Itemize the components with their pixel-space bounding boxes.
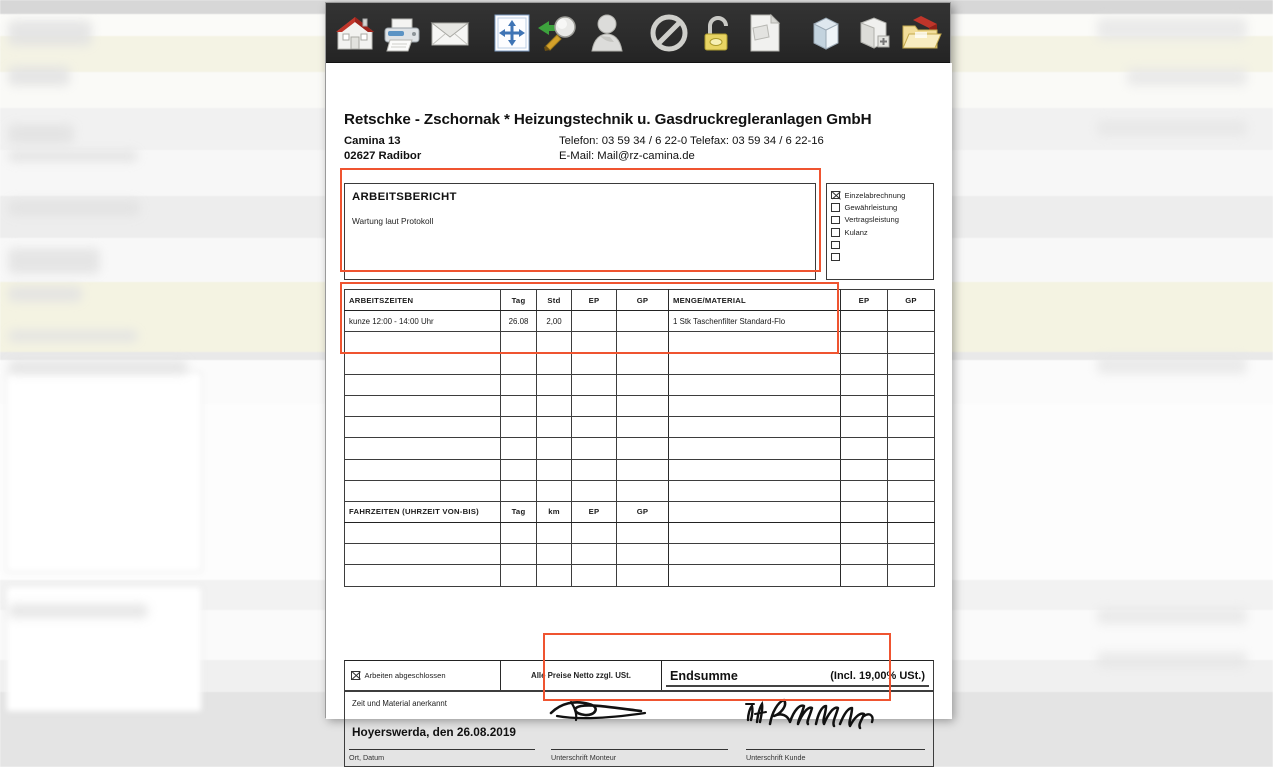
table-row[interactable] — [345, 374, 935, 395]
cell-std[interactable] — [537, 480, 572, 501]
cell-std[interactable] — [537, 332, 572, 353]
background-blob — [1097, 120, 1247, 136]
envelope-icon[interactable] — [427, 8, 472, 58]
billing-option-label: Kulanz — [844, 227, 868, 237]
cell-material[interactable] — [669, 332, 841, 353]
signature-block — [344, 691, 934, 767]
background-blob — [8, 150, 138, 162]
col-header-km[interactable]: km — [537, 501, 572, 522]
toolbar — [326, 3, 950, 63]
open-folder-icon[interactable] — [899, 8, 944, 58]
cell-ep[interactable] — [572, 374, 617, 395]
cell-ep2[interactable] — [841, 544, 888, 565]
vat-note: (Incl. 19,00% USt.) — [830, 669, 925, 682]
cell-description[interactable] — [345, 374, 501, 395]
table-row[interactable] — [345, 565, 935, 586]
cell-km[interactable] — [537, 565, 572, 586]
paper-sheet — [326, 63, 952, 762]
cell-gp[interactable] — [617, 523, 669, 544]
customer-signature-line — [746, 749, 925, 750]
cell-ep2[interactable] — [841, 395, 888, 416]
cell-gp[interactable] — [617, 459, 669, 480]
cell-std[interactable] — [537, 438, 572, 459]
col-header-tag-travel[interactable]: Tag — [501, 501, 537, 522]
cell-gp2[interactable] — [888, 480, 935, 501]
table-row[interactable] — [345, 395, 935, 416]
cell-tag[interactable]: 26.08 — [501, 311, 537, 332]
cell-material[interactable] — [669, 374, 841, 395]
cell-std[interactable] — [537, 395, 572, 416]
cell-description[interactable] — [345, 480, 501, 501]
cell-description[interactable] — [345, 523, 501, 544]
background-blob — [8, 200, 140, 216]
background-blob — [1097, 652, 1247, 668]
table-row[interactable] — [345, 332, 935, 353]
cell-gp2[interactable] — [888, 332, 935, 353]
table-row[interactable] — [345, 459, 935, 480]
table-row[interactable] — [345, 544, 935, 565]
cell-gp2[interactable] — [888, 459, 935, 480]
place-date-column — [345, 692, 545, 766]
cell-ep2[interactable] — [841, 417, 888, 438]
cell-gp[interactable] — [617, 332, 669, 353]
cell-std[interactable]: 2,00 — [537, 311, 572, 332]
cell-gp2[interactable] — [888, 395, 935, 416]
company-phone: Telefon: 03 59 34 / 6 22-0 Telefax: 03 59 34 / 6 22-16 — [559, 135, 824, 147]
printer-icon[interactable] — [379, 8, 424, 58]
billing-option-checkbox[interactable] — [831, 228, 840, 237]
cell-ep[interactable] — [572, 332, 617, 353]
works-completed-checkbox[interactable] — [351, 671, 360, 680]
background-blob — [1127, 68, 1247, 86]
cell-tag[interactable] — [501, 544, 537, 565]
cell-gp[interactable] — [617, 480, 669, 501]
box-add-icon[interactable] — [851, 8, 896, 58]
letterhead — [344, 111, 934, 164]
background-panel — [6, 372, 202, 572]
background-blob — [8, 66, 70, 86]
cell-gp2[interactable] — [888, 523, 935, 544]
cell-ep2[interactable] — [841, 332, 888, 353]
cell-material-travel[interactable] — [669, 501, 841, 522]
col-header-gp2[interactable]: GP — [888, 290, 935, 311]
cell-gp2[interactable] — [888, 374, 935, 395]
cell-description[interactable] — [345, 544, 501, 565]
work-report-box[interactable] — [344, 183, 816, 280]
cell-ep[interactable] — [572, 353, 617, 374]
cell-description[interactable] — [345, 332, 501, 353]
cell-ep2-travel[interactable] — [841, 501, 888, 522]
background-blob — [1097, 608, 1247, 624]
cell-ep2[interactable] — [841, 565, 888, 586]
total-label: Endsumme — [670, 668, 738, 683]
table-row[interactable] — [345, 438, 935, 459]
work-report-heading: ARBEITSBERICHT — [352, 191, 457, 203]
acknowledgement-text: Zeit und Material anerkannt — [352, 699, 447, 708]
background-blob — [1097, 356, 1247, 374]
cell-description[interactable] — [345, 417, 501, 438]
place-date-value: Hoyerswerda, den 26.08.2019 — [352, 725, 516, 739]
customer-signature-icon — [740, 696, 890, 732]
table-row[interactable] — [345, 523, 935, 544]
works-completed-label: Arbeiten abgeschlossen — [364, 671, 446, 680]
cell-ep[interactable] — [572, 523, 617, 544]
no-entry-icon[interactable] — [647, 8, 692, 58]
document-icon[interactable] — [742, 8, 787, 58]
cell-gp[interactable] — [617, 417, 669, 438]
cell-ep[interactable] — [572, 544, 617, 565]
toolbar-separator — [632, 8, 645, 58]
cell-tag[interactable] — [501, 523, 537, 544]
cell-material[interactable] — [669, 438, 841, 459]
background-blob — [1097, 18, 1247, 40]
fit-page-icon[interactable] — [489, 8, 534, 58]
cell-description[interactable] — [345, 459, 501, 480]
place-date-caption: Ort, Datum — [349, 753, 385, 762]
document-canvas[interactable] — [326, 63, 950, 762]
cell-material[interactable] — [669, 395, 841, 416]
col-header-ep[interactable]: EP — [572, 290, 617, 311]
cell-ep2[interactable] — [841, 438, 888, 459]
billing-option-label: Gewährleistung — [844, 203, 898, 213]
cell-ep2[interactable] — [841, 374, 888, 395]
billing-option-checkbox[interactable] — [831, 253, 840, 262]
cell-ep2[interactable] — [841, 480, 888, 501]
company-city: 02627 Radibor — [344, 150, 422, 162]
net-price-note: Alle Preise Netto zzgl. USt. — [501, 661, 662, 690]
works-completed-cell[interactable] — [345, 661, 501, 690]
cell-tag[interactable] — [501, 332, 537, 353]
billing-option-label: Einzelabrechnung — [844, 190, 906, 200]
cell-km[interactable] — [537, 523, 572, 544]
col-header-ep-travel[interactable]: EP — [572, 501, 617, 522]
cell-std[interactable] — [537, 353, 572, 374]
background-blob — [8, 286, 82, 302]
cell-gp[interactable] — [617, 565, 669, 586]
toolbar-separator — [789, 8, 802, 58]
summary-row — [344, 660, 934, 691]
cell-gp[interactable] — [617, 544, 669, 565]
cell-tag[interactable] — [501, 353, 537, 374]
background-blob — [8, 604, 148, 618]
cell-ep[interactable] — [572, 459, 617, 480]
cell-material[interactable] — [669, 544, 841, 565]
cell-gp2[interactable] — [888, 565, 935, 586]
person-icon[interactable] — [584, 8, 629, 58]
cell-km[interactable] — [537, 544, 572, 565]
place-date-line — [349, 749, 535, 750]
cell-material[interactable] — [669, 565, 841, 586]
cell-description[interactable] — [345, 438, 501, 459]
work-report-body: Wartung laut Protokoll — [352, 216, 434, 226]
cell-gp[interactable] — [617, 374, 669, 395]
customer-signature-column[interactable] — [740, 692, 933, 766]
table-row[interactable] — [345, 311, 935, 332]
travel-table-header-row — [345, 501, 935, 522]
cell-ep[interactable] — [572, 438, 617, 459]
toolbar-separator — [474, 8, 487, 58]
cell-material[interactable] — [669, 459, 841, 480]
home-icon[interactable] — [332, 8, 377, 58]
cell-tag[interactable] — [501, 459, 537, 480]
background-blob — [8, 124, 74, 144]
cell-gp2[interactable] — [888, 417, 935, 438]
billing-option-checkbox[interactable] — [831, 216, 840, 225]
cell-ep[interactable] — [572, 395, 617, 416]
cell-description[interactable] — [345, 395, 501, 416]
background-blob — [8, 360, 188, 374]
total-cell — [662, 661, 933, 690]
cell-ep2[interactable] — [841, 311, 888, 332]
technician-signature-icon — [545, 696, 685, 730]
cell-ep2[interactable] — [841, 353, 888, 374]
cell-tag[interactable] — [501, 565, 537, 586]
technician-signature-column[interactable] — [545, 692, 740, 766]
billing-options-list — [827, 184, 933, 263]
cell-ep[interactable] — [572, 417, 617, 438]
cell-tag[interactable] — [501, 374, 537, 395]
billing-option-checkbox[interactable] — [831, 241, 840, 250]
cell-material[interactable]: 1 Stk Taschenfilter Standard-Flo — [669, 311, 841, 332]
company-name: Retschke - Zschornak * Heizungstechnik u. Gasdruckregleranlagen GmbH — [344, 111, 872, 128]
billing-option-checkbox[interactable] — [831, 203, 840, 212]
background-blob — [8, 248, 100, 274]
cell-ep2[interactable] — [841, 459, 888, 480]
billing-option-row[interactable] — [831, 226, 933, 238]
col-header-tag[interactable]: Tag — [501, 290, 537, 311]
cell-std[interactable] — [537, 374, 572, 395]
work-table-header-row — [345, 290, 935, 311]
col-header-gp-travel[interactable]: GP — [617, 501, 669, 522]
cell-gp2[interactable] — [888, 438, 935, 459]
technician-signature-caption: Unterschrift Monteur — [551, 753, 617, 762]
cell-gp[interactable] — [617, 395, 669, 416]
billing-option-row[interactable] — [831, 239, 933, 251]
col-header-fahrzeiten[interactable]: FAHRZEITEN (UHRZEIT VON-BIS) — [345, 501, 501, 522]
background-blob — [8, 20, 92, 46]
cell-gp2[interactable] — [888, 353, 935, 374]
cell-tag[interactable] — [501, 438, 537, 459]
cell-ep[interactable] — [572, 480, 617, 501]
col-header-material[interactable]: MENGE/MATERIAL — [669, 290, 841, 311]
work-grid — [344, 289, 935, 587]
customer-signature-caption: Unterschrift Kunde — [746, 753, 806, 762]
cell-description[interactable] — [345, 353, 501, 374]
application-window — [325, 2, 951, 762]
cell-ep[interactable] — [572, 565, 617, 586]
table-row[interactable] — [345, 480, 935, 501]
billing-options-box — [826, 183, 934, 280]
cell-gp2[interactable] — [888, 544, 935, 565]
table-row[interactable] — [345, 353, 935, 374]
cube-icon[interactable] — [804, 8, 849, 58]
billing-option-row[interactable] — [831, 251, 933, 263]
cell-material[interactable] — [669, 417, 841, 438]
cell-std[interactable] — [537, 417, 572, 438]
col-header-std[interactable]: Std — [537, 290, 572, 311]
cell-ep[interactable] — [572, 311, 617, 332]
zoom-back-icon[interactable] — [536, 8, 582, 58]
cell-description[interactable]: kunze 12:00 - 14:00 Uhr — [345, 311, 501, 332]
cell-tag[interactable] — [501, 417, 537, 438]
cell-tag[interactable] — [501, 395, 537, 416]
cell-material[interactable] — [669, 353, 841, 374]
col-header-gp[interactable]: GP — [617, 290, 669, 311]
background-blob — [8, 330, 138, 342]
cell-material[interactable] — [669, 480, 841, 501]
billing-option-checkbox[interactable] — [831, 191, 840, 200]
col-header-arbeitszeiten[interactable]: ARBEITSZEITEN — [345, 290, 501, 311]
billing-option-row[interactable] — [831, 214, 933, 226]
cell-ep2[interactable] — [841, 523, 888, 544]
unlock-padlock-icon[interactable] — [694, 8, 739, 58]
billing-option-label: Vertragsleistung — [844, 215, 899, 225]
technician-signature-line — [551, 749, 728, 750]
cell-description[interactable] — [345, 565, 501, 586]
cell-material[interactable] — [669, 523, 841, 544]
cell-gp2-travel[interactable] — [888, 501, 935, 522]
company-email: E-Mail: Mail@rz-camina.de — [559, 150, 695, 162]
billing-option-row[interactable] — [831, 189, 933, 201]
cell-gp[interactable] — [617, 353, 669, 374]
table-row[interactable] — [345, 417, 935, 438]
company-street: Camina 13 — [344, 135, 401, 147]
col-header-ep2[interactable]: EP — [841, 290, 888, 311]
cell-gp2[interactable] — [888, 311, 935, 332]
billing-option-row[interactable] — [831, 201, 933, 213]
cell-gp[interactable] — [617, 438, 669, 459]
cell-gp[interactable] — [617, 311, 669, 332]
cell-tag[interactable] — [501, 480, 537, 501]
cell-std[interactable] — [537, 459, 572, 480]
